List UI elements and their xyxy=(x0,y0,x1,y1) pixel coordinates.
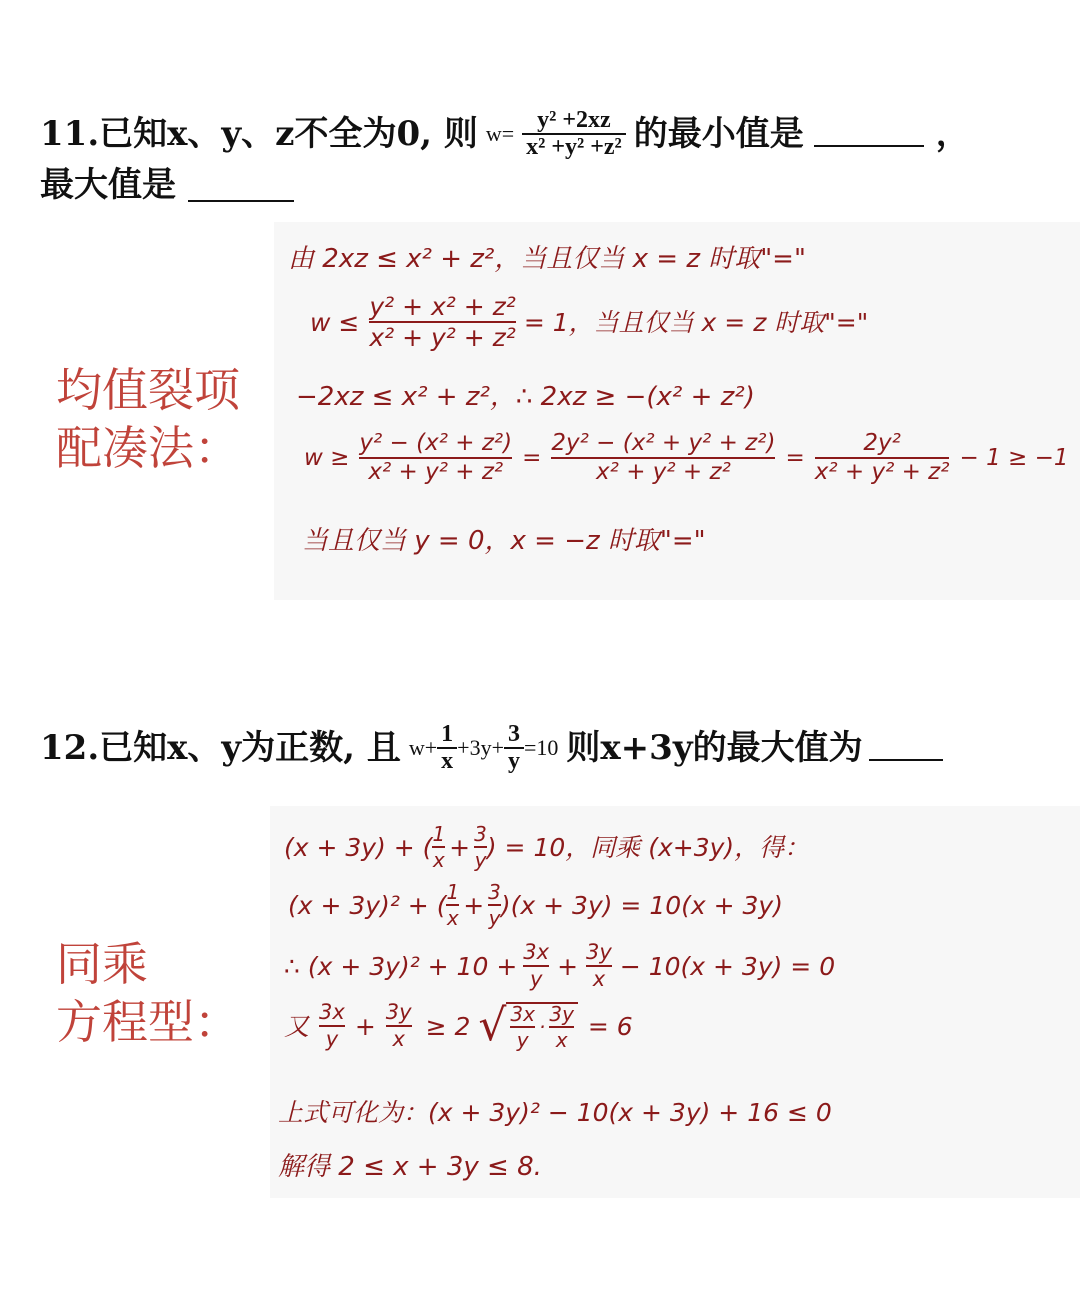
q12-note-l4-frac2 xyxy=(386,1002,412,1050)
q12-note-l4-frac1-num: 3x xyxy=(319,1000,345,1024)
q12-note-sqrt-radicand xyxy=(506,1002,577,1050)
q11-note-fraction-1 xyxy=(369,294,515,350)
q12-note-l3-plus: + xyxy=(557,951,579,981)
q12-note-sqrt-dot: · xyxy=(538,1015,546,1039)
q11-note-fraction-2 xyxy=(359,432,512,484)
q12-note-l2-frac2 xyxy=(488,882,501,928)
q12-note-l1-plus: + xyxy=(449,832,471,862)
q11-comma: ， xyxy=(935,114,970,155)
q11-note-line2 xyxy=(310,294,868,350)
q11-note-fraction-4-den: x² + y² + z² xyxy=(814,459,950,485)
q12-note-l1-frac2-den: y xyxy=(474,848,487,872)
q11-note-fraction-4 xyxy=(815,432,950,484)
q11-line2-text: 最大值是 xyxy=(40,165,176,205)
q12-note-line4-b: = 6 xyxy=(587,1011,633,1041)
q12-note-sqrt-frac2 xyxy=(549,1004,574,1050)
q12-note-sqrt-frac2-den: x xyxy=(555,1028,568,1052)
q12-note-line3-b: − 10(x + 3y) = 0 xyxy=(619,951,836,981)
q12-fraction-2-num: 3 xyxy=(507,721,520,747)
q12-note-l2-frac1-num: 1 xyxy=(446,880,460,904)
q12-note-l4-frac2-num: 3y xyxy=(385,1000,412,1024)
q12-method-label-line1: 同乘 xyxy=(56,937,148,991)
q12-note-sqrt-frac1 xyxy=(510,1004,535,1050)
q11-note-fraction-2-num: y² − (x² + z²) xyxy=(359,430,513,456)
q12-fraction-2 xyxy=(504,722,524,774)
q11-method-label-line1: 均值裂项 xyxy=(56,363,240,417)
q12-line1 xyxy=(40,722,943,774)
q12-note-line5: 上式可化为：(x + 3y)² − 10(x + 3y) + 16 ≤ 0 xyxy=(278,1098,832,1127)
q12-note-sqrt-frac2-num: 3y xyxy=(549,1002,574,1026)
q11-answer-blank-max xyxy=(188,170,294,202)
q11-line2 xyxy=(40,165,294,205)
q11-note-line4 xyxy=(304,432,1069,484)
q12-method-label-line2: 方程型： xyxy=(56,994,240,1049)
q12-note-l3-frac2-num: 3y xyxy=(586,940,612,964)
q12-note-line2-a: (x + 3y)² + ( xyxy=(288,890,447,920)
q11-numerator: y² +2xz xyxy=(537,107,611,133)
q12-eq: =10 xyxy=(523,735,559,761)
q12-note-l1-frac1 xyxy=(432,824,445,870)
q12-note-l4-frac2-den: x xyxy=(392,1027,405,1051)
q12-note-sqrt-frac1-den: y xyxy=(516,1028,529,1052)
q11-prefix: 11.已知x、y、z不全为0, 则 xyxy=(40,114,478,155)
q11-note-fraction-2-den: x² + y² + z² xyxy=(368,459,504,485)
q11-note-fraction-1-num: y² + x² + z² xyxy=(369,292,516,321)
q12-answer-blank xyxy=(869,735,943,761)
q12-note-line2 xyxy=(288,882,783,928)
q11-suffix: 的最小值是 xyxy=(633,114,804,155)
q12-note-l2-frac1 xyxy=(446,882,459,928)
q12-note-line3 xyxy=(284,942,835,990)
q12-suffix: 则x+3y的最大值为 xyxy=(566,728,863,769)
q11-note-line5: 当且仅当 y = 0，x = −z 时取"=" xyxy=(302,526,706,556)
q12-fraction-2-den: y xyxy=(507,748,520,775)
q12-note-line1-a: (x + 3y) + ( xyxy=(284,832,433,862)
q12-note-l2-plus: + xyxy=(463,890,485,920)
q12-note-l3-frac2 xyxy=(586,942,612,990)
q11-line1 xyxy=(40,108,970,160)
q12-note-l3-frac1 xyxy=(523,942,549,990)
q12-fraction-1-num: 1 xyxy=(441,721,454,747)
q12-note-l1-frac2 xyxy=(474,824,487,870)
q12-method-label xyxy=(56,936,240,1051)
q12-note-l2-frac2-den: y xyxy=(488,906,501,930)
q12-note-line6: 解得 2 ≤ x + 3y ≤ 8. xyxy=(278,1152,542,1182)
q12-handwritten-solution xyxy=(270,806,1080,1198)
q11-note-line1: 由 2xz ≤ x² + z²，当且仅当 x = z 时取"=" xyxy=(288,244,806,274)
q12-note-l3-frac2-den: x xyxy=(592,967,606,991)
q11-note-fraction-1-den: x² + y² + z² xyxy=(369,323,516,352)
q11-handwritten-solution xyxy=(274,222,1080,600)
q11-note-w-le: w ≤ xyxy=(310,307,360,337)
q12-note-l4-plus: + xyxy=(354,1011,376,1041)
q11-note-eq1: = xyxy=(522,444,542,471)
q12-note-line1-b: ) = 10，同乘 (x+3y)，得： xyxy=(486,832,810,862)
q12-note-line4-ge: ≥ 2 xyxy=(425,1011,471,1041)
q12-fraction-1-den: x xyxy=(441,748,454,775)
q12-fraction-1 xyxy=(437,722,457,774)
q11-method-label xyxy=(56,362,240,477)
q12-note-l3-frac1-den: y xyxy=(529,967,543,991)
q12-note-l4-frac1-den: y xyxy=(325,1027,339,1051)
q12-w-plus: w+ xyxy=(408,735,438,761)
q12-note-l2-frac1-den: x xyxy=(446,906,459,930)
q11-note-line2-rest: = 1，当且仅当 x = z 时取"=" xyxy=(523,307,869,337)
q12-note-line3-a: ∴ (x + 3y)² + 10 + xyxy=(284,951,518,981)
q11-answer-blank-min xyxy=(814,121,924,147)
q11-note-fraction-3-num: 2y² − (x² + y² + z²) xyxy=(551,430,776,456)
q12-mid: +3y+ xyxy=(457,735,504,761)
q12-note-sqrt-frac1-num: 3x xyxy=(510,1002,535,1026)
q11-note-line3: −2xz ≤ x² + z²，∴ 2xz ≥ −(x² + z²) xyxy=(296,382,755,412)
q11-note-fraction-3 xyxy=(551,432,775,484)
q12-prefix: 12.已知x、y为正数, 且 xyxy=(40,728,401,769)
q12-note-l2-frac2-num: 3 xyxy=(488,880,501,904)
q11-note-w-ge: w ≥ xyxy=(304,444,350,471)
q12-note-line4 xyxy=(284,1002,633,1050)
sqrt-icon: √ xyxy=(478,1000,507,1051)
q11-note-fraction-3-den: x² + y² + z² xyxy=(596,459,731,485)
q12-note-l1-frac1-den: x xyxy=(432,848,445,872)
q12-note-line1 xyxy=(284,824,809,870)
q12-note-line2-b: )(x + 3y) = 10(x + 3y) xyxy=(500,890,783,920)
q12-note-l1-frac2-num: 3 xyxy=(474,822,487,846)
q11-method-label-line2: 配凑法： xyxy=(56,420,240,475)
q11-denominator: x² +y² +z² xyxy=(526,134,622,161)
q12-note-line4-a: 又 xyxy=(284,1011,310,1041)
q11-note-fraction-4-num: 2y² xyxy=(863,430,901,456)
q11-note-eq2: = xyxy=(785,444,805,471)
q12-note-l3-frac1-num: 3x xyxy=(523,940,550,964)
q12-note-l4-frac1 xyxy=(319,1002,345,1050)
q11-fraction xyxy=(522,108,626,160)
q11-w-eq: w= xyxy=(485,121,515,147)
q12-note-l1-frac1-num: 1 xyxy=(432,822,446,846)
q12-note-sqrt xyxy=(478,1002,578,1050)
q11-note-line4-rest: − 1 ≥ −1 xyxy=(959,444,1069,471)
